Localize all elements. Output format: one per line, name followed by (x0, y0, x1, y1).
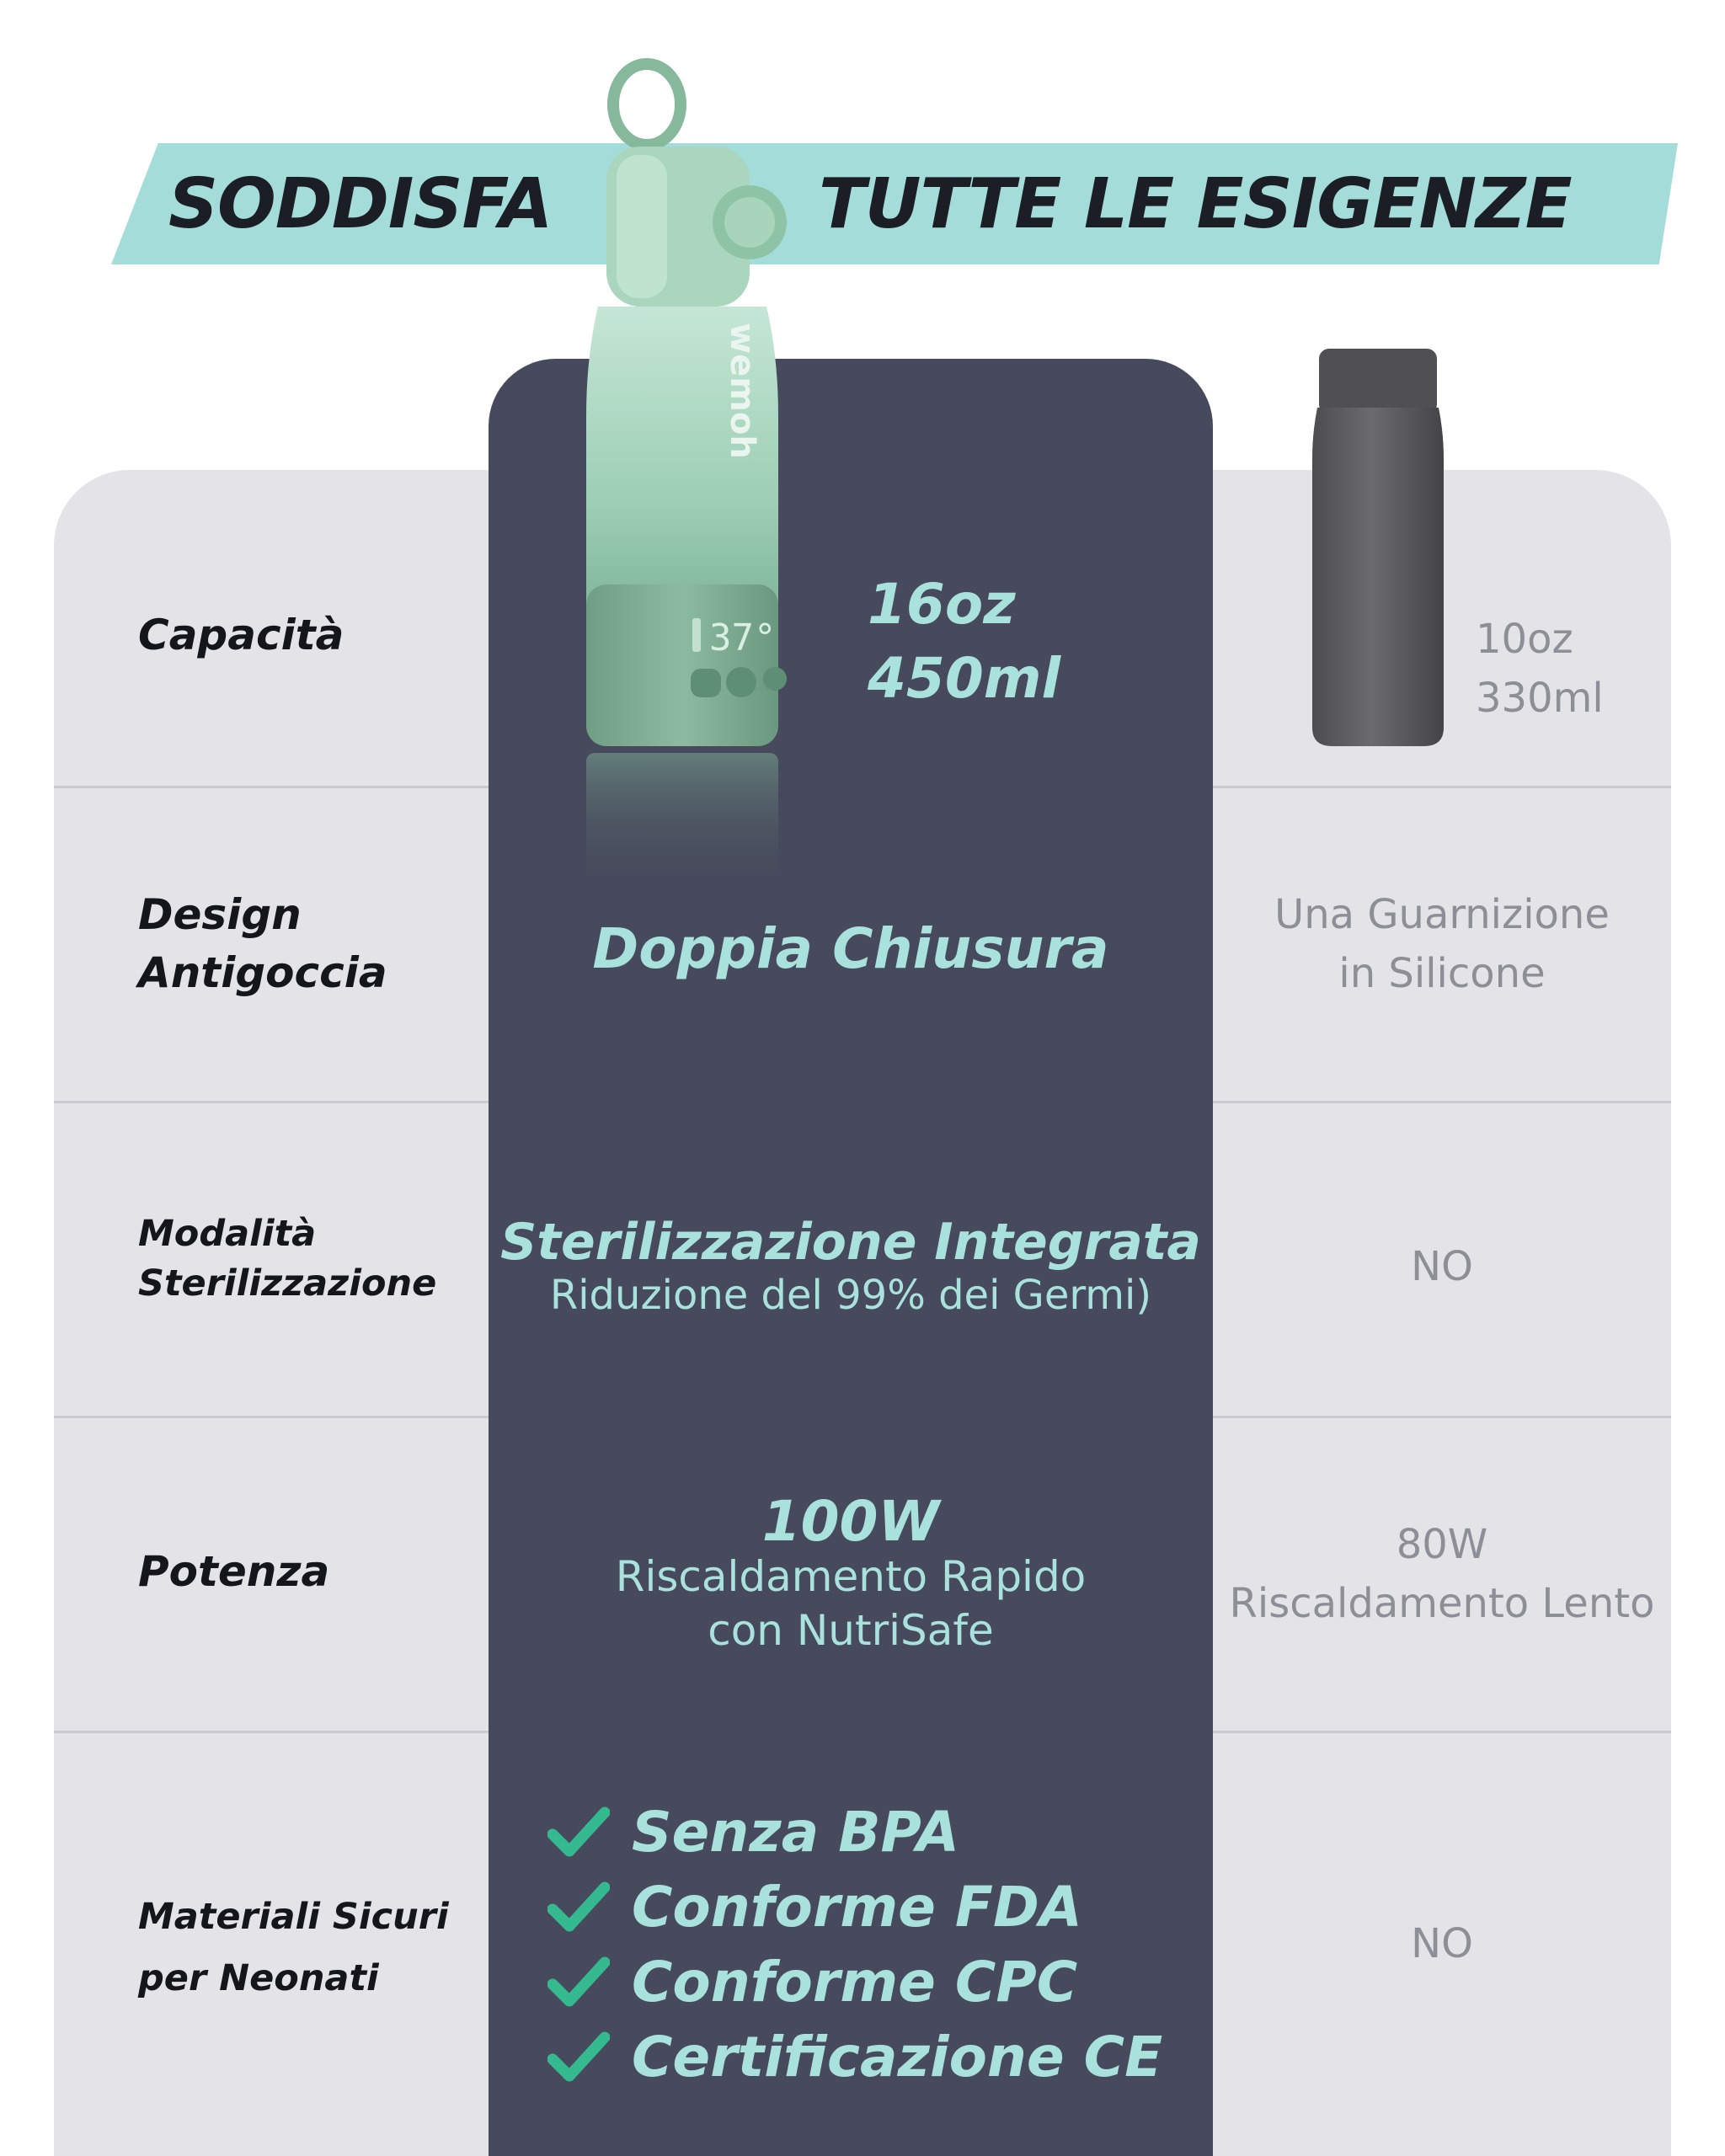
competitor-bottle-image (1311, 349, 1445, 750)
highlight-sterilization-sub: Riduzione del 99% dei Germi) (549, 1272, 1152, 1319)
highlight-power-title: 100W (761, 1489, 940, 1554)
highlight-design: Doppia Chiusura (592, 916, 1109, 981)
competitor-materials: NO (1411, 1920, 1473, 1967)
row-label-capacity: Capacità (138, 611, 344, 659)
check-item-bpa: Senza BPA (547, 1794, 959, 1870)
highlight-sterilization-title: Sterilizzazione Integrata (500, 1213, 1201, 1272)
competitor-sterilization: NO (1411, 1243, 1473, 1290)
title-right: TUTTE LE ESIGENZE (819, 164, 1572, 244)
check-item-ce: Certificazione CE (547, 2019, 1162, 2095)
checkmark-icon (547, 1956, 610, 2008)
product-bottle-image (573, 54, 792, 888)
bottle-brand-text: wemoh (723, 323, 761, 459)
title-left: SODDISFA (168, 164, 553, 244)
highlight-capacity: 16oz 450ml (868, 572, 1061, 711)
checkmark-icon (547, 1881, 610, 1933)
check-item-cpc: Conforme CPC (547, 1944, 1077, 2020)
highlight-power-sub: Riscaldamento Rapido con NutriSafe (615, 1552, 1087, 1655)
row-label-power: Potenza (138, 1547, 330, 1596)
competitor-design: Una Guarnizione in Silicone (1274, 891, 1610, 997)
row-label-materials: Materiali Sicuri per Neonati (138, 1896, 449, 2000)
competitor-power: 80W Riscaldamento Lento (1229, 1521, 1655, 1627)
checkmark-icon (547, 1806, 610, 1858)
checkmark-icon (547, 2031, 610, 2083)
row-label-design: Design Antigoccia (138, 890, 387, 997)
check-item-fda: Conforme FDA (547, 1869, 1082, 1945)
row-label-sterilization: Modalità Sterilizzazione (138, 1213, 437, 1305)
competitor-capacity: 10oz 330ml (1476, 616, 1604, 722)
bottle-display-temp: 37° (709, 616, 777, 659)
